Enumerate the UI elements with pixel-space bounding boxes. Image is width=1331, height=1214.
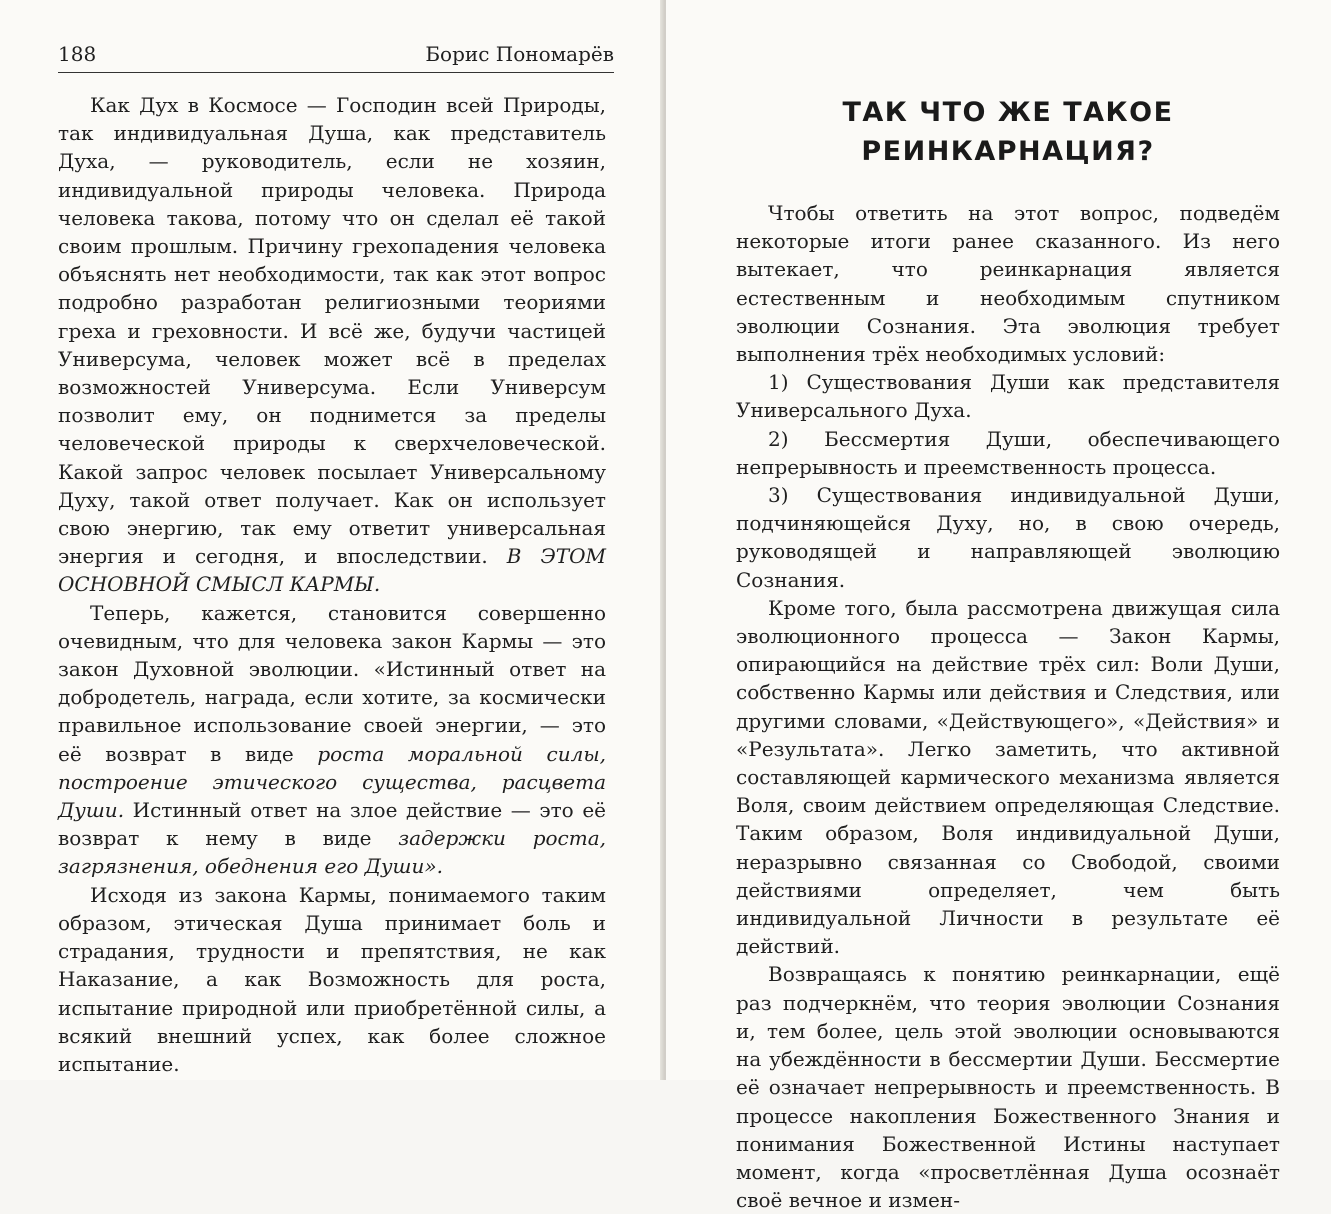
right-page — [666, 0, 1331, 1213]
chapter-title-line: РЕИНКАРНАЦИЯ? — [861, 136, 1155, 167]
running-head — [58, 40, 614, 74]
paragraph — [58, 881, 606, 1078]
left-body-text — [58, 91, 606, 1078]
paragraph: Чтобы ответить на этот вопрос, подведём некоторые итоги ранее сказанного. Из него вытекает, что реинкарнация является естественным и необходимым спутником эволюции Сознания. Эта эволюция требует выполнения трёх необходимых условий: — [736, 201, 1280, 367]
chapter-title — [736, 93, 1280, 171]
paragraph-text: Теперь, кажется, становится совершенно очевидным, что для человека закон Кармы — это закон Духовной эволюции. «Истинный ответ на добродетель, награда, если хотите, за космически правильное использование своей энергии, — это её возврат в виде — [58, 600, 606, 766]
paragraph: Возвращаясь к понятию реинкарнации, ещё раз подчеркнём, что теория эволюции Сознания и, тем более, цель этой эволюции основываются на убеждённости в бессмертии Души. Бессмертие её означает непрерывность и преемственность. В процессе накопления Божественного Знания и понимания Божественной Истины наступает момент, когда «просветлённая Душа осознаёт своё вечное и измен- — [736, 962, 1280, 1213]
paragraph: 2) Бессмертия Души, обеспечивающего непрерывность и преемственность процесса. — [736, 426, 1280, 479]
paragraph — [58, 599, 606, 881]
paragraph: 1) Существования Души как представителя Универсального Духа. — [736, 370, 1280, 423]
running-head-rule — [58, 72, 614, 73]
emphasis-text: роста моральной силы, построение этического существа, расцвета Души. — [58, 741, 606, 823]
paragraph — [58, 91, 606, 599]
left-page — [0, 0, 664, 1080]
right-body-text — [736, 199, 1280, 1214]
page-number: 188 — [58, 42, 97, 66]
paragraph-text: Как Дух в Космосе — Господин всей Природы, так индивидуальная Душа, как представитель Духа, — руководитель, если не хозяин, индивидуальной природы человека. Природа человека такова, потому что он сделал её такой своим прошлым. Причину грехопадения человека объяснять нет необходимости, так как этот вопрос подробно разработан религиозными теориями греха и греховности. И всё же, будучи частицей Универсума, человек может всё в пределах возможностей Универсума. Если Универсум позволит ему, он поднимется за пределы человеческой природы к сверхчеловеческой. Какой запрос человек посылает Универсальному Духу, такой ответ получает. Как он использует свою энергию, так ему ответит универсальная энергия и сегодня, и впоследствии. — [58, 93, 606, 569]
running-head-author: Борис Пономарёв — [425, 42, 614, 66]
paragraph: Кроме того, была рассмотрена движущая сила эволюционного процесса — Закон Кармы, опирающийся на действие трёх сил: Воли Души, собственно Кармы или действия и Следствия, или другими словами, «Действующего», «Действия» и «Результата». Легко заметить, что активной составляющей кармического механизма является Воля, своим действием определяющая Следствие. Таким образом, Воля индивидуальной Души, неразрывно связанная со Свободой, своими действиями определяет, чем быть индивидуальной Личности в результате её действий. — [736, 595, 1280, 959]
paragraph-text: Исходя из закона Кармы, понимаемого таким образом, этическая Душа принимает боль и страдания, трудности и препятствия, не как Наказание, а как Возможность для роста, испытание природной или приобретённой силы, а всякий внешний успех, как более сложное испытание. — [58, 882, 606, 1076]
emphasis-text: задержки роста, загрязнения, обеднения его Души». — [58, 826, 606, 879]
paragraph: 3) Существования индивидуальной Души, подчиняющейся Духу, но, в свою очередь, руководящей и направляющей эволюцию Сознания. — [736, 483, 1280, 592]
emphasis-text: В ЭТОМ ОСНОВНОЙ СМЫСЛ КАРМЫ. — [58, 544, 606, 597]
chapter-title-line: ТАК ЧТО ЖЕ ТАКОЕ — [842, 97, 1174, 128]
paragraph-text: Истинный ответ на злое действие — это её возврат к нему в виде — [58, 798, 606, 851]
